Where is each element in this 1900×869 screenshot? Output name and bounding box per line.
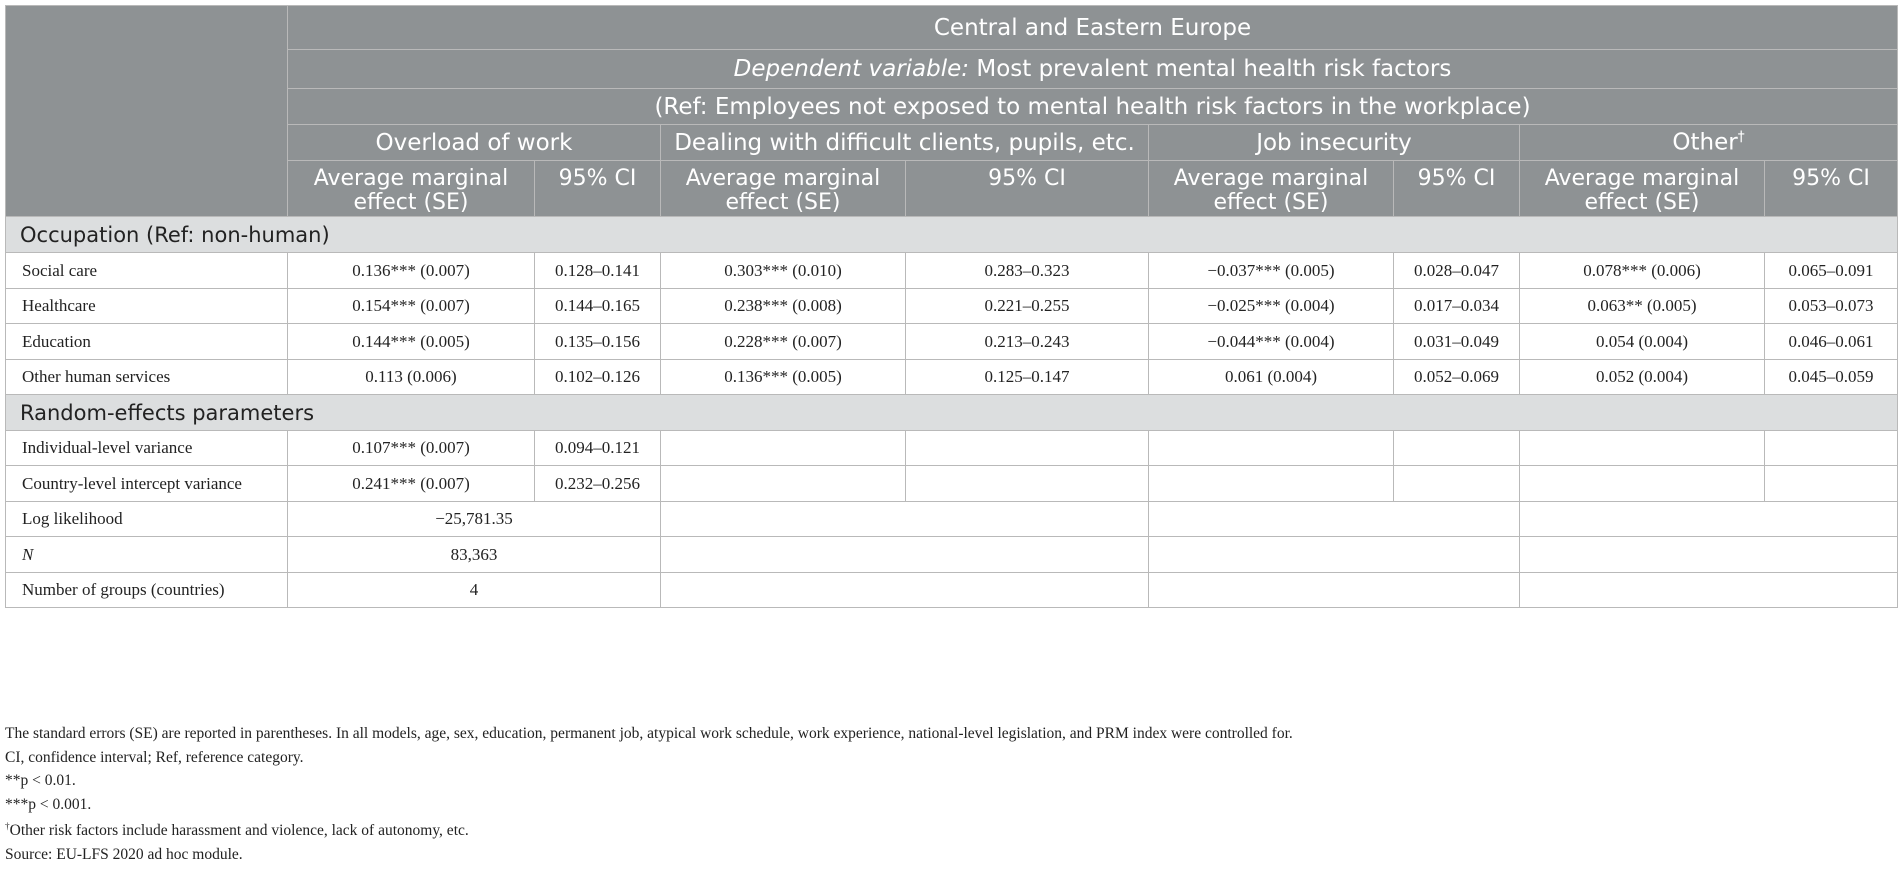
table-cell: 0.221–0.255	[906, 289, 1149, 324]
empty-cell	[661, 466, 906, 502]
table-cell: 0.017–0.034	[1394, 289, 1520, 324]
table-footnotes	[5, 722, 1293, 866]
group-other	[1520, 125, 1898, 161]
table-cell: −0.037*** (0.005)	[1149, 253, 1394, 289]
empty-cell	[906, 466, 1149, 502]
table-cell: 0.113 (0.006)	[288, 360, 535, 395]
empty-cell	[661, 573, 1149, 608]
table-row	[6, 253, 1898, 289]
row-label: Other human services	[6, 360, 288, 395]
empty-cell	[1520, 573, 1898, 608]
section-row-random	[6, 395, 1898, 431]
table-row	[6, 537, 1898, 573]
col-ci-overload: 95% CI	[535, 161, 661, 217]
section-random-effects: Random-effects parameters	[6, 395, 1898, 431]
table-row	[6, 324, 1898, 360]
table-row	[6, 466, 1898, 502]
table-cell: 0.238*** (0.008)	[661, 289, 906, 324]
source-note: Source: EU-LFS 2020 ad hoc module.	[5, 845, 243, 863]
table-cell: −0.044*** (0.004)	[1149, 324, 1394, 360]
empty-cell	[1520, 431, 1765, 466]
header-row-depvar	[6, 50, 1898, 89]
row-label: Individual-level variance	[6, 431, 288, 466]
empty-cell	[1520, 466, 1765, 502]
table-row	[6, 502, 1898, 537]
table-cell: 0.107*** (0.007)	[288, 431, 535, 466]
table-row	[6, 573, 1898, 608]
table-cell: 0.052 (0.004)	[1520, 360, 1765, 395]
row-label: Social care	[6, 253, 288, 289]
table-row	[6, 360, 1898, 395]
empty-cell	[1394, 431, 1520, 466]
table-cell: −25,781.35	[288, 502, 661, 537]
dependent-variable-title	[288, 50, 1898, 89]
footnote: ***p < 0.001.	[5, 795, 92, 813]
col-ame-overload: Average marginal effect (SE)	[288, 161, 535, 217]
region-title: Central and Eastern Europe	[288, 6, 1898, 50]
empty-cell	[1149, 502, 1520, 537]
table-row	[6, 289, 1898, 324]
empty-cell	[661, 537, 1149, 573]
table-cell: 0.063** (0.005)	[1520, 289, 1765, 324]
col-ame-other: Average marginal effect (SE)	[1520, 161, 1765, 217]
col-ci-other: 95% CI	[1765, 161, 1898, 217]
results-table	[5, 5, 1898, 608]
table-cell: 0.303*** (0.010)	[661, 253, 906, 289]
row-label: Education	[6, 324, 288, 360]
table-cell: 0.144*** (0.005)	[288, 324, 535, 360]
table-cell: 0.125–0.147	[906, 360, 1149, 395]
empty-cell	[1520, 502, 1898, 537]
empty-cell	[1149, 431, 1394, 466]
footnote: The standard errors (SE) are reported in parentheses. In all models, age, sex, education, permanent job, atypical work schedule, work experience, national-level legislation, and PRM index were controlled for.	[5, 725, 1293, 742]
table-cell: 0.232–0.256	[535, 466, 661, 502]
empty-cell	[661, 431, 906, 466]
table-cell: 0.144–0.165	[535, 289, 661, 324]
table-cell: 0.054 (0.004)	[1520, 324, 1765, 360]
empty-cell	[1149, 466, 1394, 502]
reference-note: (Ref: Employees not exposed to mental health risk factors in the workplace)	[288, 89, 1898, 125]
group-overload-of-work: Overload of work	[288, 125, 661, 161]
group-job-insecurity: Job insecurity	[1149, 125, 1520, 161]
dependent-variable-label: Dependent variable:	[733, 56, 970, 82]
table-cell: 0.045–0.059	[1765, 360, 1898, 395]
header-row-groups	[6, 125, 1898, 161]
table-cell: 0.135–0.156	[535, 324, 661, 360]
empty-cell	[661, 502, 1149, 537]
col-ci-clients: 95% CI	[906, 161, 1149, 217]
table-cell: 0.228*** (0.007)	[661, 324, 906, 360]
table-cell: 0.065–0.091	[1765, 253, 1898, 289]
empty-cell	[1149, 537, 1520, 573]
empty-cell	[1765, 466, 1898, 502]
group-other-label: Other	[1672, 129, 1738, 156]
table-cell: 0.102–0.126	[535, 360, 661, 395]
table-cell: 0.136*** (0.005)	[661, 360, 906, 395]
header-row-ref	[6, 89, 1898, 125]
table-cell: 0.128–0.141	[535, 253, 661, 289]
section-row-occupation	[6, 217, 1898, 253]
table-cell: 83,363	[288, 537, 661, 573]
table-cell: 0.213–0.243	[906, 324, 1149, 360]
footnote: CI, confidence interval; Ref, reference category.	[5, 748, 304, 766]
table-cell: 4	[288, 573, 661, 608]
table-row	[6, 431, 1898, 466]
row-label: Log likelihood	[6, 502, 288, 537]
footnote: **p < 0.01.	[5, 772, 76, 789]
table-cell: 0.241*** (0.007)	[288, 466, 535, 502]
empty-cell	[1394, 466, 1520, 502]
table-cell: 0.031–0.049	[1394, 324, 1520, 360]
header-row-region	[6, 6, 1898, 50]
header-corner	[6, 6, 288, 217]
table-cell: 0.078*** (0.006)	[1520, 253, 1765, 289]
col-ci-insecurity: 95% CI	[1394, 161, 1520, 217]
footnote-other: †Other risk factors include harassment and violence, lack of autonomy, etc.	[5, 822, 469, 840]
empty-cell	[1149, 573, 1520, 608]
empty-cell	[1765, 431, 1898, 466]
empty-cell	[1520, 537, 1898, 573]
table-cell: 0.154*** (0.007)	[288, 289, 535, 324]
group-difficult-clients: Dealing with difficult clients, pupils, etc.	[661, 125, 1149, 161]
row-label: Number of groups (countries)	[6, 573, 288, 608]
header-row-columns	[6, 161, 1898, 217]
table-cell: −0.025*** (0.004)	[1149, 289, 1394, 324]
col-ame-clients: Average marginal effect (SE)	[661, 161, 906, 217]
table-cell: 0.052–0.069	[1394, 360, 1520, 395]
table-cell: 0.136*** (0.007)	[288, 253, 535, 289]
table-cell: 0.046–0.061	[1765, 324, 1898, 360]
results-table-container	[5, 5, 1897, 608]
empty-cell	[906, 431, 1149, 466]
dagger-mark: †	[1737, 129, 1745, 146]
dependent-variable-text: Most prevalent mental health risk factors	[976, 56, 1452, 82]
table-cell: 0.053–0.073	[1765, 289, 1898, 324]
table-cell: 0.061 (0.004)	[1149, 360, 1394, 395]
col-ame-insecurity: Average marginal effect (SE)	[1149, 161, 1394, 217]
row-label: Country-level intercept variance	[6, 466, 288, 502]
table-cell: 0.028–0.047	[1394, 253, 1520, 289]
section-occupation: Occupation (Ref: non-human)	[6, 217, 1898, 253]
table-cell: 0.283–0.323	[906, 253, 1149, 289]
dagger-mark: †	[5, 822, 10, 832]
row-label: N	[6, 537, 288, 573]
row-label: Healthcare	[6, 289, 288, 324]
table-cell: 0.094–0.121	[535, 431, 661, 466]
